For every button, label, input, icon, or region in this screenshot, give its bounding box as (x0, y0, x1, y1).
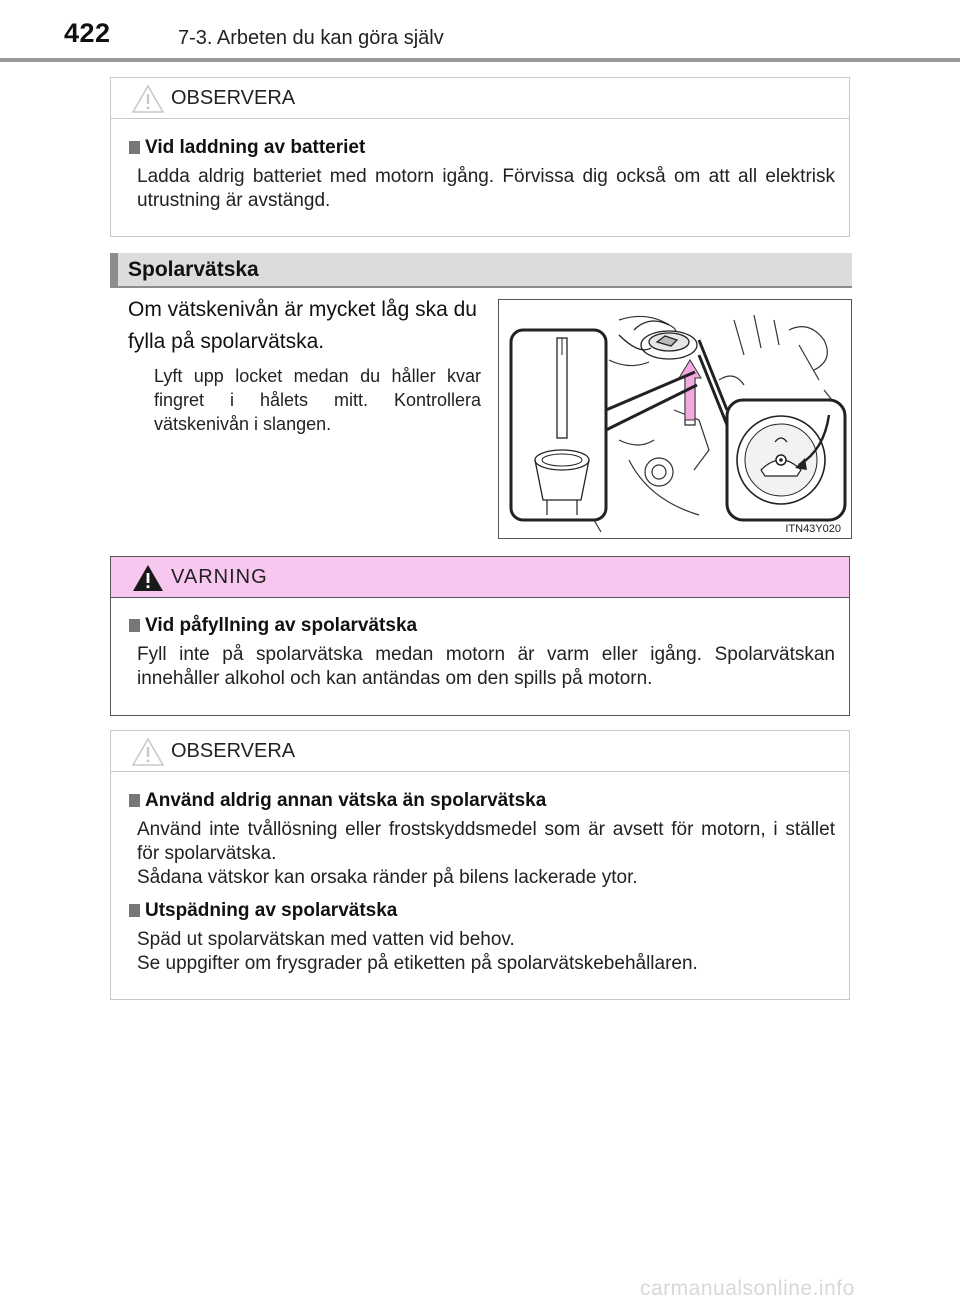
illustration-drawing (499, 300, 851, 538)
section-title: Spolarvätska (128, 258, 259, 281)
bullet-square-icon (129, 141, 140, 154)
notice-item-text (129, 928, 835, 976)
warning-triangle-icon (131, 563, 165, 593)
intro-description: Lyft upp locket medan du håller kvar fingret i hålets mitt. Kontrollera vätskenivån i slangen. (154, 366, 481, 434)
washer-fluid-illustration (498, 299, 852, 539)
warning-title: VARNING (171, 566, 268, 588)
notice-item-heading: Vid laddning av batteriet (129, 137, 835, 159)
watermark: carmanualsonline.info (640, 1277, 855, 1300)
notice-item-text: Ladda aldrig batteriet med motorn igång. Förvissa dig också om att all elektrisk utrustning är avstängd. (137, 166, 835, 211)
notice-item-heading: Använd aldrig annan vätska än spolarvätska (129, 790, 835, 812)
section-title-band (110, 253, 852, 288)
figure-code: ITN43Y020 (785, 523, 841, 535)
warning-box-header (111, 557, 849, 598)
page-number: 422 (64, 18, 111, 48)
notice-item-heading: Utspädning av spolarvätska (129, 900, 835, 922)
notice-item-text (129, 818, 835, 890)
warning-box (110, 556, 850, 716)
warning-item-text: Fyll inte på spolarvätska medan motorn är varm eller igång. Spolarvätskan innehåller alkohol och kan antändas om den spills på motorn. (137, 644, 835, 689)
notice-box-battery (110, 77, 850, 237)
bullet-square-icon (129, 904, 140, 917)
warning-item-heading: Vid påfyllning av spolarvätska (129, 615, 835, 637)
bullet-square-icon (129, 794, 140, 807)
notice-item-line: Se uppgifter om frysgrader på etiketten på spolarvätskebehållaren. (137, 953, 698, 974)
caution-outline-icon (131, 84, 165, 114)
section-header: 7-3. Arbeten du kan göra själv (178, 27, 444, 49)
notice-title: OBSERVERA (171, 740, 296, 762)
notice-item-line: Sådana vätskor kan orsaka ränder på bilens lackerade ytor. (137, 867, 638, 888)
intro-lead: Om vätskenivån är mycket låg ska du fylla på spolarvätska. (128, 298, 477, 353)
header-rule (0, 58, 960, 62)
notice-title: OBSERVERA (171, 87, 296, 109)
notice-box-header (111, 78, 849, 119)
notice-box-header (111, 731, 849, 772)
band-accent (110, 253, 118, 286)
notice-item-line: Använd inte tvållösning eller frostskyddsmedel som är avsett för motorn, i stället för spolarvätska. (137, 819, 835, 864)
notice-item-line: Späd ut spolarvätskan med vatten vid behov. (137, 929, 515, 950)
notice-box-washer-fluid (110, 730, 850, 1000)
bullet-square-icon (129, 619, 140, 632)
caution-outline-icon (131, 737, 165, 767)
